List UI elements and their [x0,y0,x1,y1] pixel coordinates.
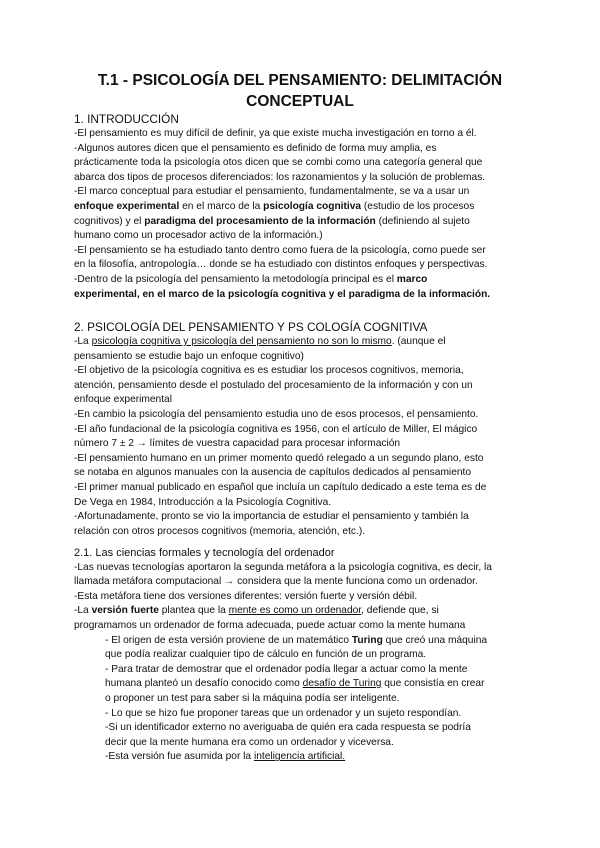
underlined-text: mente es como un ordenador [228,605,362,617]
text-line [74,156,564,171]
text-line [74,200,564,215]
text-line [74,244,564,259]
text-run: -Esta versión fue asumida por la [105,751,254,763]
text-line [74,481,564,496]
text-line [105,736,564,751]
text-line [74,575,564,590]
bold-text: Turing [351,634,383,646]
text-run: -Dentro de la psicología del pensamiento la metodología principal es el [74,273,397,285]
text-line [74,350,564,365]
text-line [105,707,564,722]
bold-text: marco [396,273,428,285]
text-line [74,142,564,157]
title-line: T.1 - PSICOLOGÍA DEL PENSAMIENTO: DELIMITACIÓN [97,72,503,89]
text-run: -Las nuevas tecnologías aportaron la segunda metáfora a la psicología cognitiva, es decir, la [74,561,492,573]
text-run: - Lo que se hizo fue proponer tareas que un ordenador y un sujeto respondían. [105,707,462,719]
text-line [74,229,564,244]
text-run: -El marco conceptual para estudiar el pensamiento, fundamentalmente, se va a usar un [74,186,470,198]
text-line [74,364,564,379]
text-run: decir que la mente humana era como un ordenador y viceversa. [105,736,394,748]
text-run: -El pensamiento es muy difícil de definir, ya que existe mucha investigación en torno a él. [74,128,477,139]
text-line [105,634,564,649]
text-line [74,379,564,394]
subsection-heading: 2.1. Las ciencias formales y tecnología del ordenador [74,547,335,559]
text-run: -La [74,336,92,347]
text-run: prácticamente toda la psicología otos dicen que se combi como una categoría general que [74,157,483,169]
section-ciencias-formales [74,546,564,765]
text-line [105,750,564,765]
text-run: se notaba en algunos manuales con la ausencia de capítulos dedicados al pensamiento [74,467,472,479]
text-run: , defiende que, si [361,605,439,617]
text-line [74,185,564,200]
text-run: -La [74,605,92,617]
text-run: -Afortunadamente, pronto se vio la importancia de estudiar el pensamiento y también la [74,511,469,523]
text-line [74,335,564,350]
text-run: que podía realizar cualquier tipo de cálculo en función de un programa. [105,649,427,661]
document-title [60,70,540,112]
text-line [74,393,564,408]
text-run: humana planteó un desafío conocido como [105,678,303,690]
text-run: número 7 ± 2 → límites de vuestra capacidad para procesar información [74,438,401,450]
text-run: (definiendo al sujeto [375,215,470,227]
section-heading: 1. INTRODUCCIÓN [74,112,179,126]
text-line [74,510,564,525]
text-line [74,273,564,288]
text-run: -Si un identificador externo no averiguaba de quién era cada respuesta se podría [105,722,471,734]
text-line [74,437,564,452]
text-line [74,452,564,467]
bold-text: psicología cognitiva [263,200,362,212]
text-run: que creó una máquina [382,634,488,646]
text-run: en la filosofía, antropología… donde se ha estudiado con distintos enfoques y perspectivas. [74,259,488,271]
text-line [74,171,564,186]
title-line: CONCEPTUAL [246,93,354,110]
section-introduccion [74,112,564,302]
section-heading: 2. PSICOLOGÍA DEL PENSAMIENTO Y PS COLOGÍA COGNITIVA [74,320,428,334]
text-line [105,648,564,663]
text-run: -En cambio la psicología del pensamiento estudia uno de esos procesos, el pensamiento. [74,408,479,420]
underlined-text: psicología cognitiva y psicología del pensamiento no son lo mismo [91,336,392,347]
text-run: o proponer un test para saber si la máquina podía ser inteligente. [105,692,400,704]
text-run: cognitivos) y el [74,215,145,227]
bold-text: paradigma del procesamiento de la información [144,215,376,227]
text-run: plantea que la [158,605,229,617]
text-run: -El objetivo de la psicología cognitiva es es estudiar los procesos cognitivos, memoria, [74,365,464,377]
text-run: De Vega en 1984, Introducción a la Psicología Cognitiva. [74,496,332,508]
text-line [74,619,564,634]
text-run: -Esta metáfora tiene dos versiones diferentes: versión fuerte y versión débil. [74,590,418,602]
text-line [74,288,564,303]
text-run: abarca dos tipos de procesos diferenciados: los razonamientos y la solución de problemas. [74,171,486,183]
text-run: que consistía en crear [381,678,485,690]
text-run: en el marco de la [179,200,264,212]
underlined-text: desafío de Turing [302,678,382,690]
text-run: llamada metáfora computacional → considera que la mente funciona como un ordenador. [74,576,478,588]
text-run: -El primer manual publicado en español que incluía un capítulo dedicado a este tema es de [74,481,487,493]
bold-text: enfoque experimental [74,200,180,212]
text-run: -El pensamiento se ha estudiado tanto dentro como fuera de la psicología, como puede ser [74,244,486,256]
bold-text: versión fuerte [91,605,159,617]
text-line [105,692,564,707]
text-line [74,215,564,230]
section-body [74,335,564,539]
text-run: pensamiento se estudie bajo un enfoque cognitivo) [74,350,304,362]
text-run: - El origen de esta versión proviene de un matemático [105,634,352,646]
text-line [74,590,564,605]
text-line [74,423,564,438]
text-run: enfoque experimental [74,394,172,406]
underlined-text: inteligencia artificial. [253,751,346,763]
text-line [74,127,564,142]
section-body [74,561,564,634]
text-line [74,466,564,481]
text-line [74,408,564,423]
text-run: - Para tratar de demostrar que el ordenador podía llegar a actuar como la mente [105,663,468,675]
bold-text: experimental, en el marco de la psicología cognitiva y el paradigma de la información. [74,288,491,300]
text-run: -El pensamiento humano en un primer momento quedó relegado a un segundo plano, esto [74,452,484,464]
text-line [74,496,564,511]
text-run: -El año fundacional de la psicología cognitiva es 1956, con el artículo de Miller, El mágico [74,423,478,435]
text-run: (estudio de los procesos [361,200,475,212]
section-body [74,127,564,302]
text-run: humano como un procesador activo de la información.) [74,230,323,242]
text-line [74,604,564,619]
text-line [74,561,564,576]
text-line [105,677,564,692]
indented-list [74,634,564,765]
text-run: relación con otros procesos cognitivos (memoria, atención, etc.). [74,525,366,537]
section-psicologia-cognitiva [74,320,564,539]
text-line [74,258,564,273]
text-run: atención, pensamiento desde el postulado del procesamiento de la información y con un [74,379,473,391]
text-run: -Algunos autores dicen que el pensamiento es definido de forma muy amplia, es [74,142,437,154]
text-line [105,721,564,736]
text-run: programamos un ordenador de forma adecuada, puede actuar como la mente humana [74,619,466,631]
text-line [105,663,564,678]
text-line [74,525,564,540]
text-run: . (aunque el [391,336,446,347]
